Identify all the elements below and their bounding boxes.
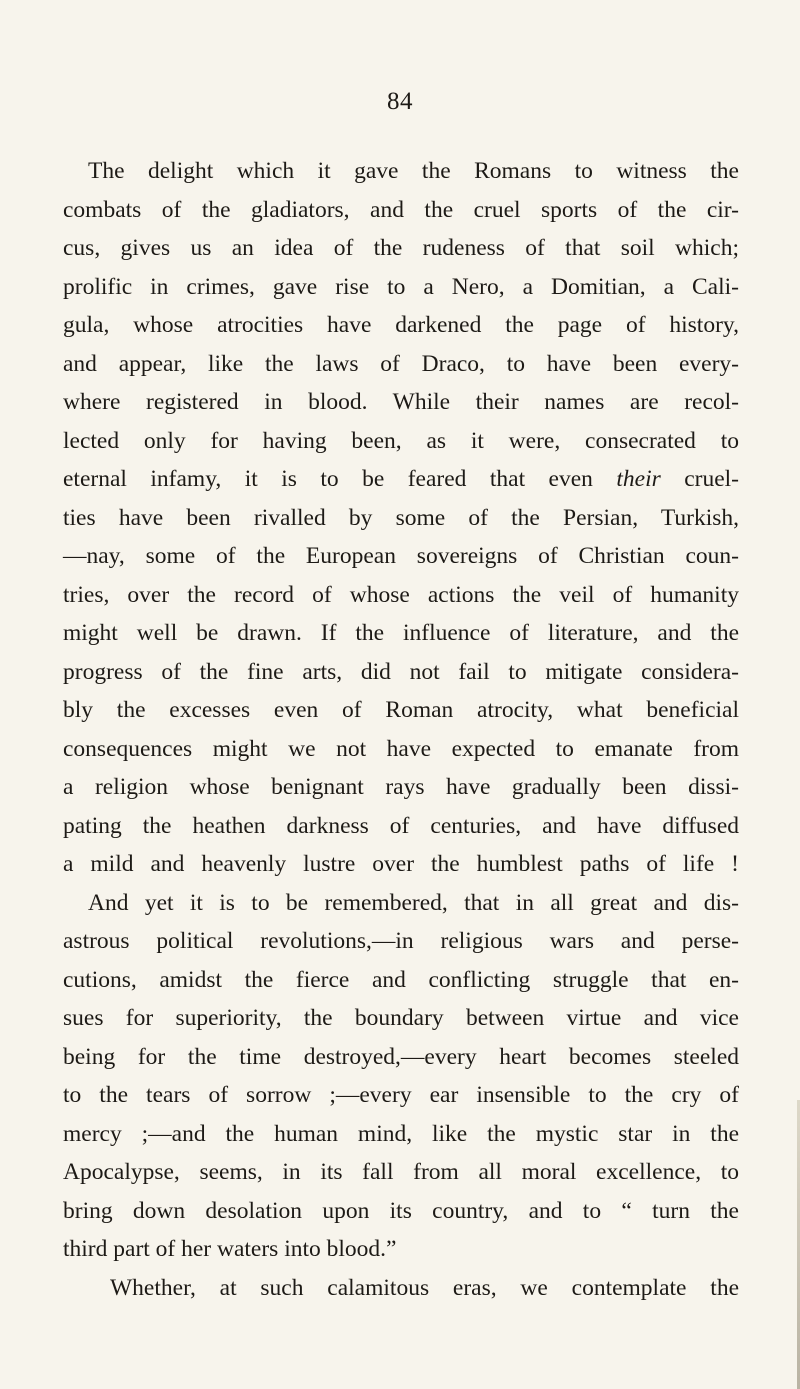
text-line: gula, whose atrocities have darkened the page of history,: [63, 312, 739, 338]
text-line: sues for superiority, the boundary between virtue and vice: [63, 1005, 739, 1031]
text-line: a mild and heavenly lustre over the humblest paths of life !: [63, 851, 739, 877]
text-line: prolific in crimes, gave rise to a Nero, a Domitian, a Cali-: [63, 273, 739, 300]
text-line: tries, over the record of whose actions the veil of humanity: [63, 581, 739, 608]
emphasized-word: their: [616, 466, 661, 492]
body-text: [63, 152, 739, 1307]
text-line: consequences might we not have expected to emanate from: [63, 735, 739, 762]
text-line: cutions, amidst the fierce and conflicting struggle that en-: [63, 966, 739, 993]
text-line: cus, gives us an idea of the rudeness of that soil which;: [63, 235, 739, 261]
text-line: And yet it is to be remembered, that in all great and dis-: [88, 889, 739, 916]
text-line: being for the time destroyed,—every heart becomes steeled: [63, 1043, 739, 1070]
text-line: bring down desolation upon its country, and to “ turn the: [63, 1197, 739, 1224]
text-line: ties have been rivalled by some of the Persian, Turkish,: [63, 504, 739, 531]
text-line: eternal infamy, it is to be feared that even their cruel-: [63, 466, 739, 492]
text-line: astrous political revolutions,—in religious wars and perse-: [63, 928, 739, 954]
text-line: bly the excesses even of Roman atrocity, what beneficial: [63, 697, 739, 723]
text-line: where registered in blood. While their names are recol-: [63, 389, 739, 415]
text-line: might well be drawn. If the influence of literature, and the: [63, 620, 739, 646]
text-line: lected only for having been, as it were, consecrated to: [63, 427, 739, 454]
text-line: and appear, like the laws of Draco, to have been every-: [63, 350, 739, 377]
text-line: Apocalypse, seems, in its fall from all moral excellence, to: [63, 1159, 739, 1185]
text-line: third part of her waters into blood.”: [63, 1236, 397, 1262]
page-number: 84: [387, 88, 413, 115]
text-line: to the tears of sorrow ;—every ear insensible to the cry of: [63, 1082, 739, 1108]
text-line: progress of the fine arts, did not fail to mitigate considera-: [63, 658, 739, 685]
text-line: The delight which it gave the Romans to witness the: [88, 158, 739, 184]
text-line: Whether, at such calamitous eras, we contemplate the: [110, 1274, 739, 1301]
text-line: combats of the gladiators, and the cruel sports of the cir-: [63, 196, 739, 223]
text-line: pating the heathen darkness of centuries, and have diffused: [63, 812, 739, 839]
text-line: mercy ;—and the human mind, like the mystic star in the: [63, 1120, 739, 1147]
text-line: a religion whose benignant rays have gradually been dissi-: [63, 774, 739, 800]
text-line: —nay, some of the European sovereigns of Christian coun-: [63, 543, 739, 569]
